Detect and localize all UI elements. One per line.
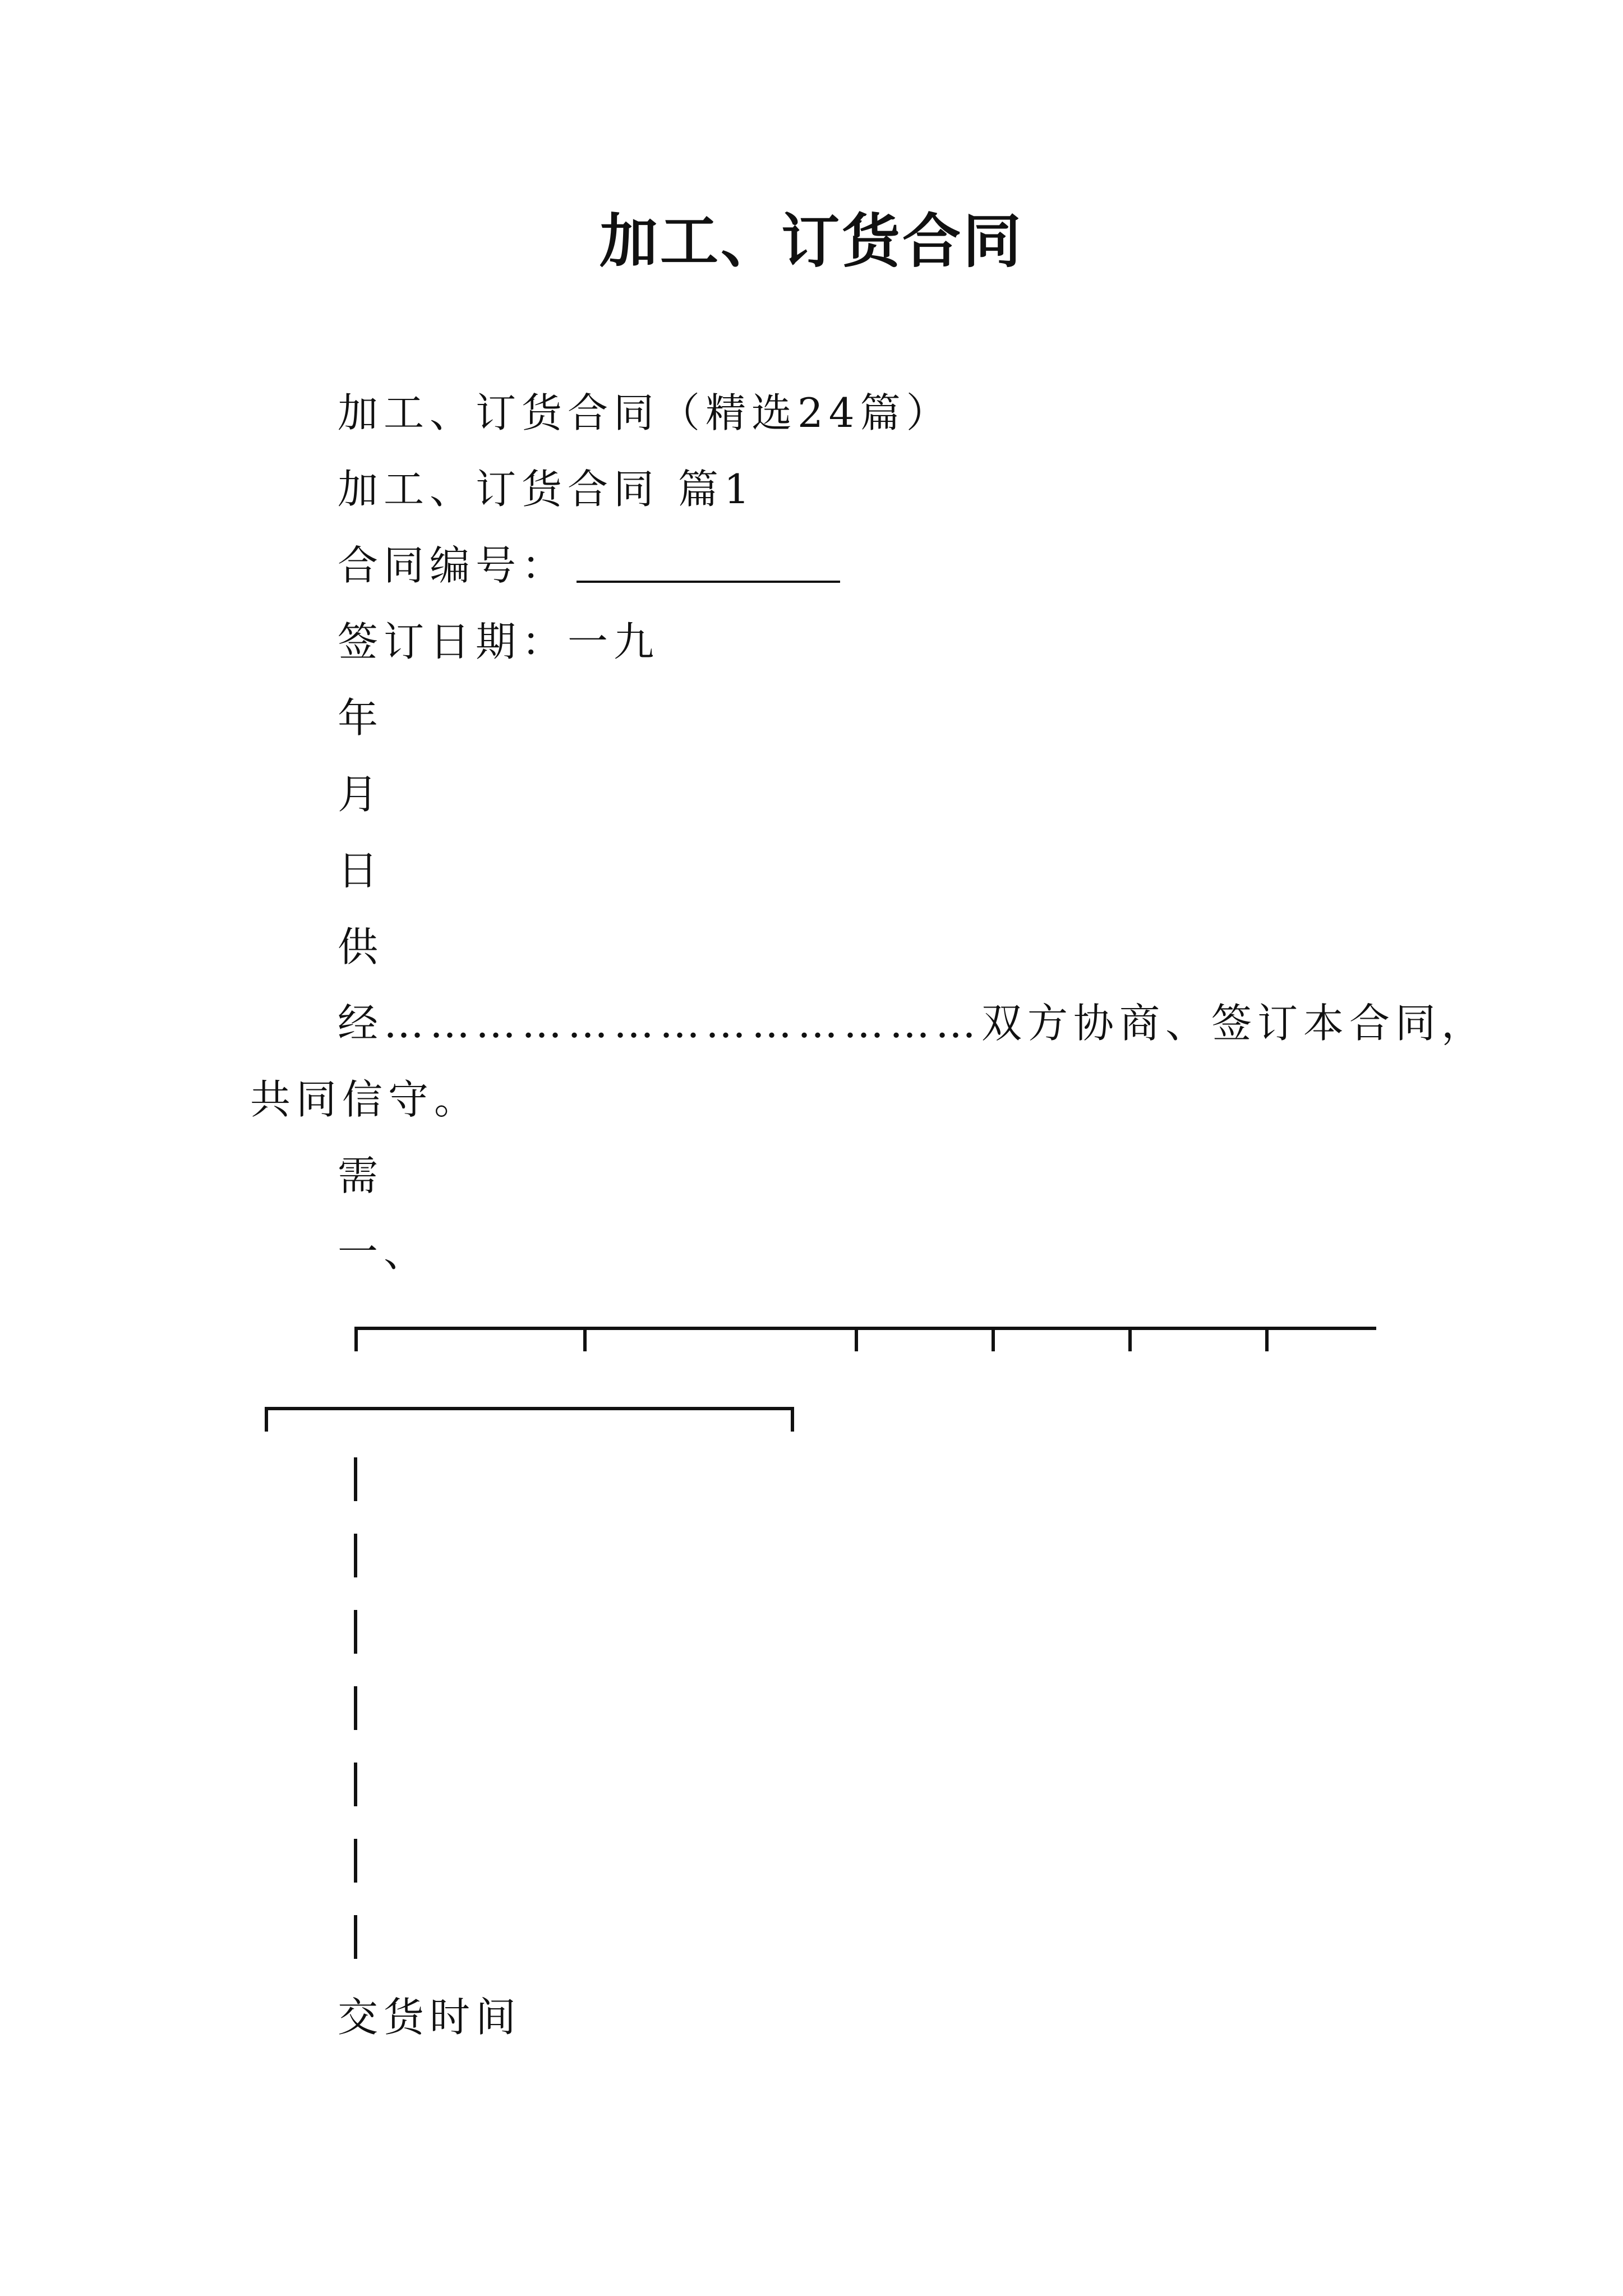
consult-line: 经…………………………………双方协商、签订本合同， xyxy=(338,1000,1488,1047)
contract-number-label: 合同编号： xyxy=(338,542,568,589)
section-heading: 加工、订货合同 篇1 xyxy=(338,466,755,513)
year-line: 年 xyxy=(338,694,384,742)
month-line: 月 xyxy=(338,771,384,818)
contract-number-blank xyxy=(577,577,840,583)
subtitle-line: 加工、订货合同（精选24篇） xyxy=(338,389,952,436)
delivery-time-line: 交货时间 xyxy=(338,1994,522,2041)
consult-line-continued: 共同信守。 xyxy=(250,1076,481,1123)
demand-party-line: 需 xyxy=(338,1152,384,1199)
item-one-line: 一、 xyxy=(338,1228,430,1276)
supply-party-line: 供 xyxy=(338,923,384,970)
document-title: 加工、订货合同 xyxy=(599,206,1023,275)
sign-date-line: 签订日期：一九 xyxy=(338,618,660,665)
day-line: 日 xyxy=(338,847,384,894)
contract-number-line xyxy=(338,537,840,593)
